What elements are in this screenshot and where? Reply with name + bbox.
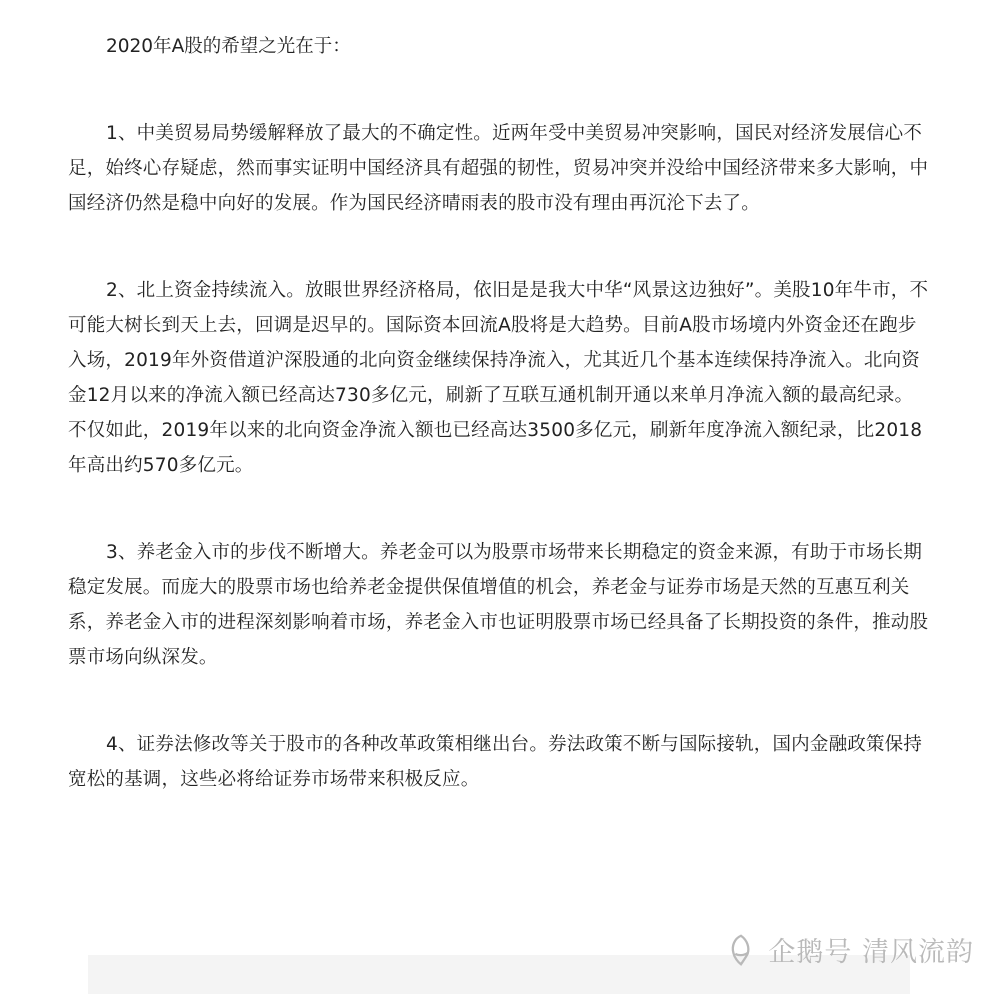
watermark-text: 企鹅号 清风流韵 xyxy=(768,937,974,968)
article-paragraph-1: 1、中美贸易局势缓解释放了最大的不确定性。近两年受中美贸易冲突影响，国民对经济发展信心不足，始终心存疑虑，然而事实证明中国经济具有超强的韧性，贸易冲突并没给中国经济带来多大影响，中国经济仍然是稳中向好的发展。作为国民经济晴雨表的股市没有理由再沉沦下去了。 xyxy=(68,123,929,214)
article-paragraph-4: 4、证券法修改等关于股市的各种改革政策相继出台。券法政策不断与国际接轨，国内金融政策保持宽松的基调，这些必将给证券市场带来积极反应。 xyxy=(68,734,923,790)
article-paragraph-3: 3、养老金入市的步伐不断增大。养老金可以为股票市场带来长期稳定的资金来源，有助于市场长期稳定发展。而庞大的股票市场也给养老金提供保值增值的机会，养老金与证券市场是天然的互惠互利关系，养老金入市的进程深刻影响着市场，养老金入市也证明股票市场已经具备了长期投资的条件，推动股票市场向纵深发。 xyxy=(68,542,929,668)
article-paragraph-2: 2、北上资金持续流入。放眼世界经济格局，依旧是是我大中华“风景这边独好”。美股10年牛市，不可能大树长到天上去，回调是迟早的。国际资本回流A股将是大趋势。目前A股市场境内外资金还在跑步入场，2019年外资借道沪深股通的北向资金继续保持净流入，尤其近几个基本连续保持净流入。北向资金12月以来的净流入额已经高达730多亿元，刷新了互联互通机制开通以来单月净流入额的最高纪录。不仅如此，2019年以来的北向资金净流入额也已经高达3500多亿元，刷新年度净流入额纪录，比2018年高出约570多亿元。 xyxy=(68,280,929,476)
watermark xyxy=(722,930,974,969)
article-intro: 2020年A股的希望之光在于： xyxy=(106,36,351,57)
article-body xyxy=(68,30,930,849)
penguin-logo-icon xyxy=(722,931,760,969)
